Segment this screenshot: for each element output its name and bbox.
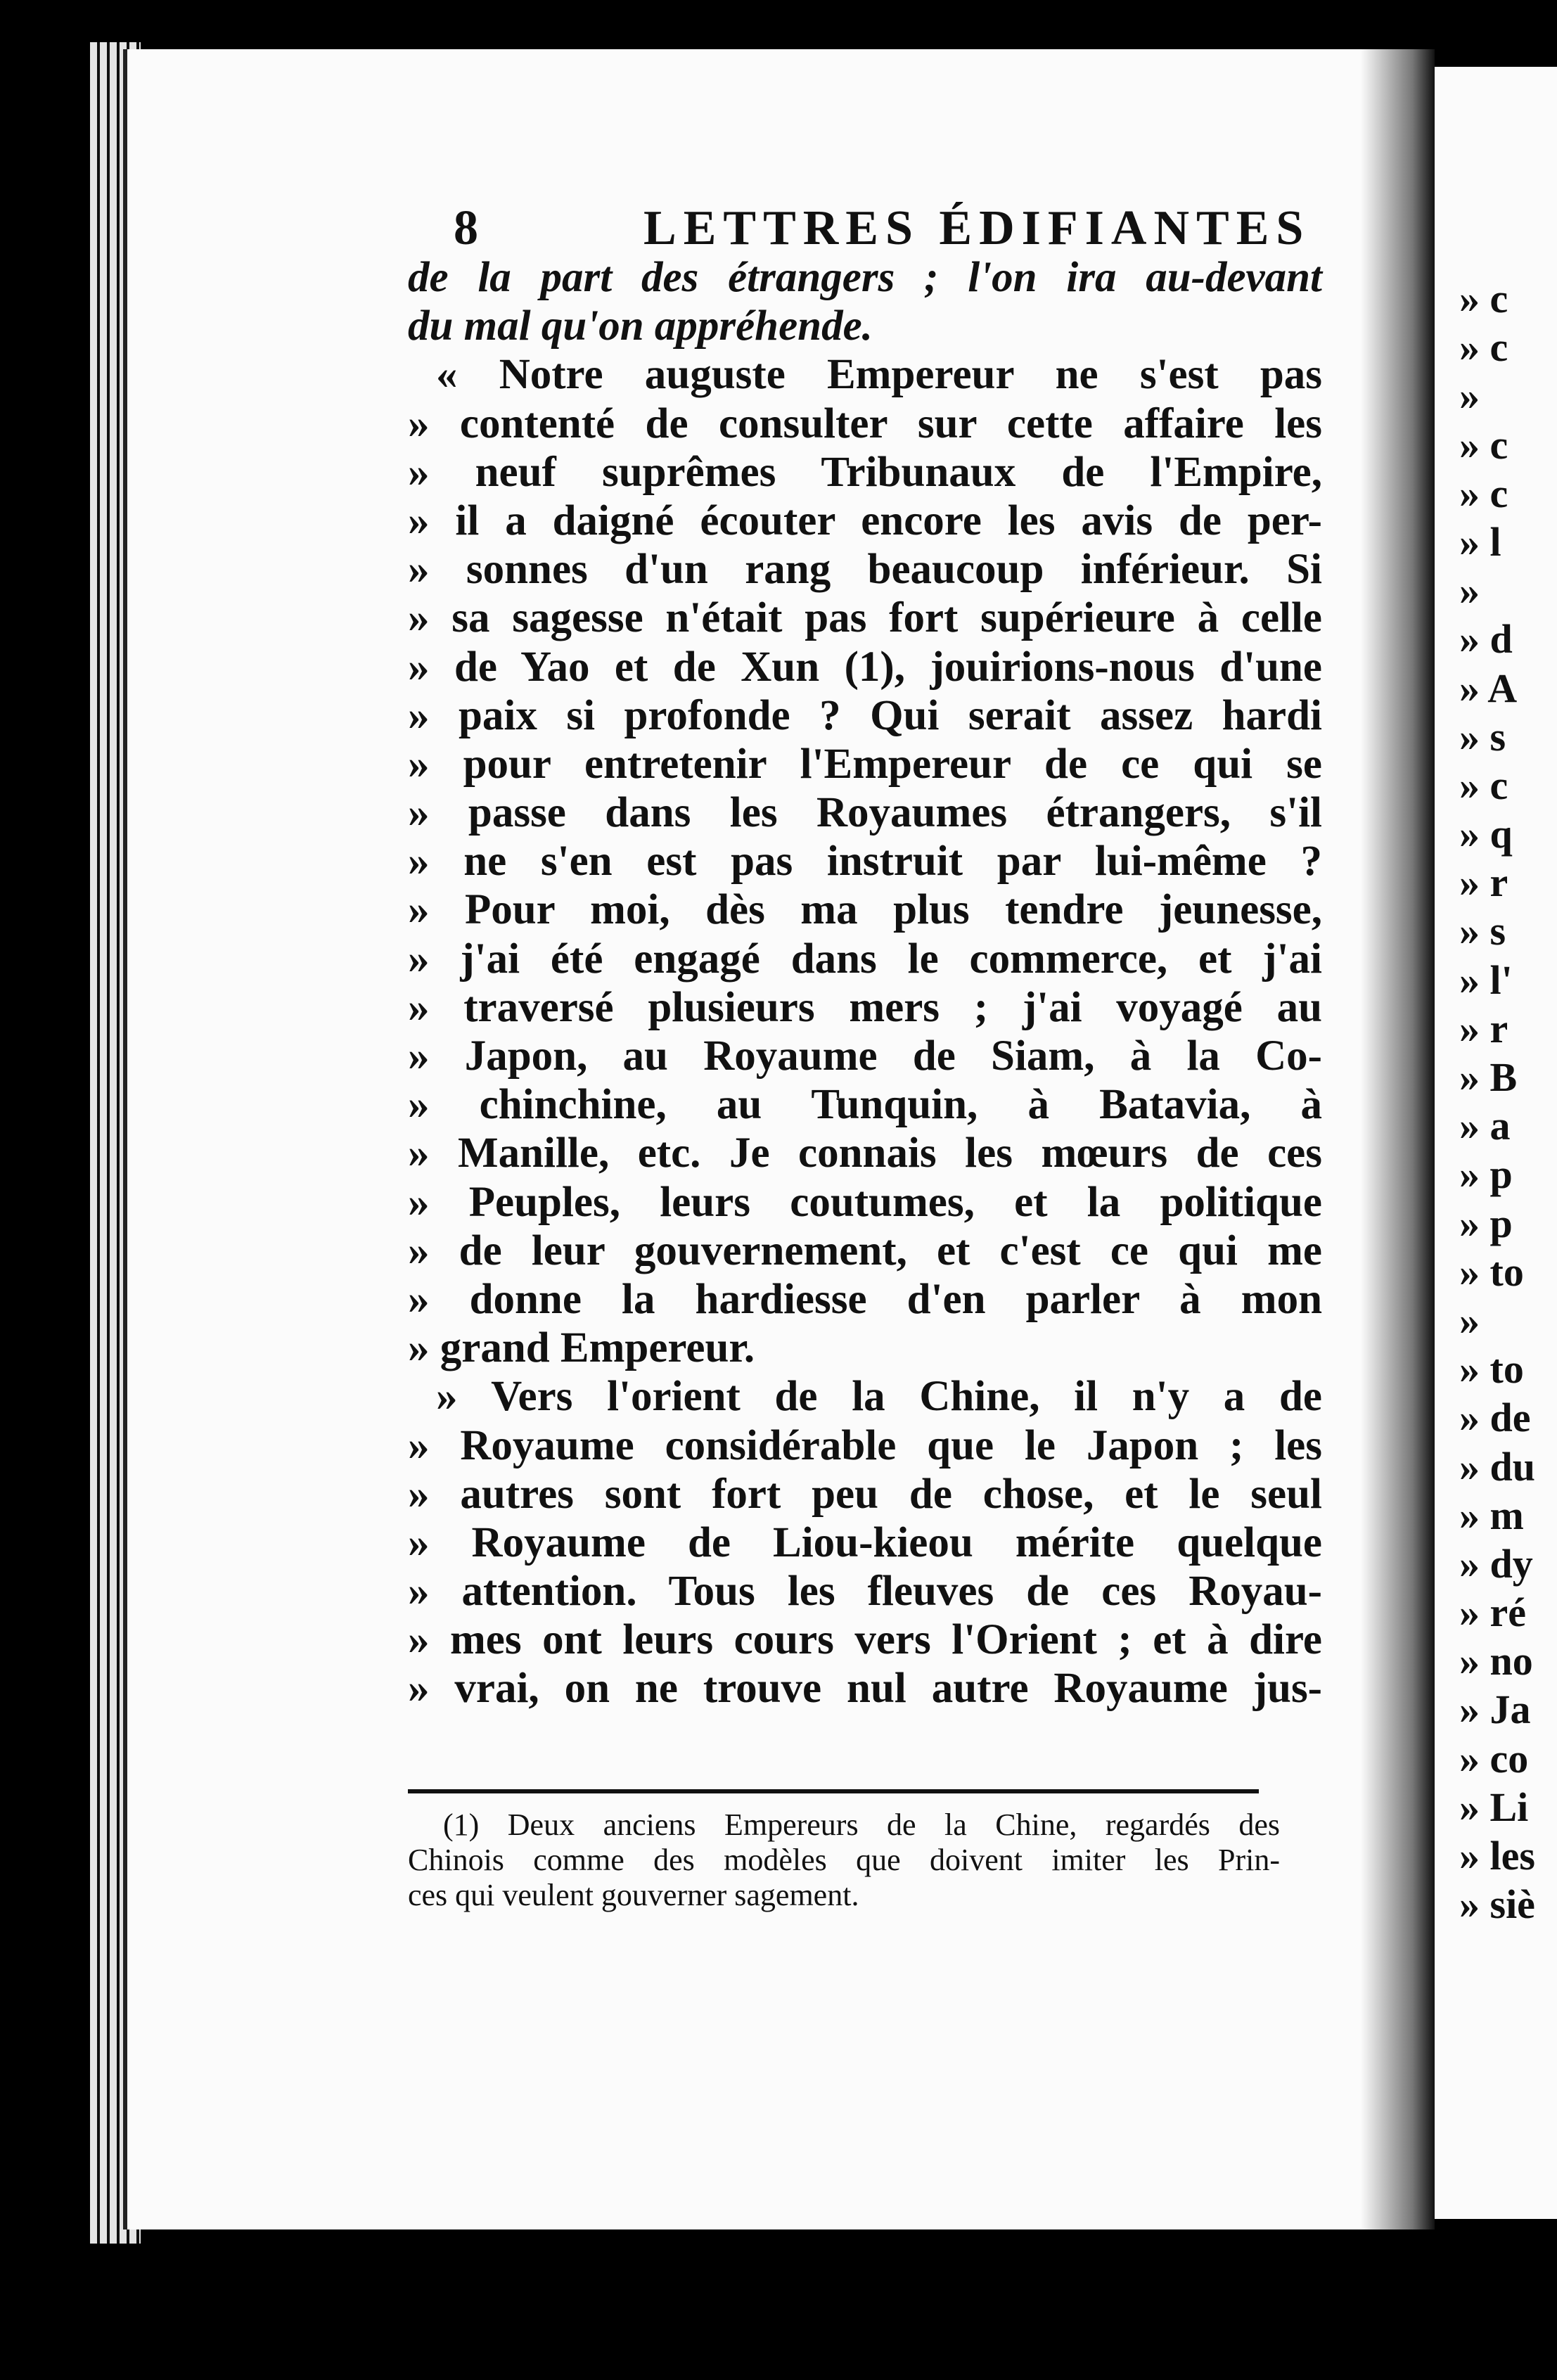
text-line: » Vers l'orient de la Chine, il n'y a de: [436, 1373, 1322, 1421]
facing-line: » les: [1459, 1833, 1535, 1879]
text-line: de la part des étrangers ; l'on ira au-devant: [408, 254, 1322, 301]
text-line: » sonnes d'un rang beaucoup inférieur. Si: [408, 546, 1322, 594]
text-line: » passe dans les Royaumes étrangers, s'il: [408, 789, 1322, 837]
facing-line: » a: [1459, 1103, 1511, 1149]
running-title: LETTRES ÉDIFIANTES: [643, 201, 1311, 255]
facing-line: » Ja: [1459, 1687, 1531, 1733]
text-line: » attention. Tous les fleuves de ces Royau-: [408, 1568, 1322, 1616]
text-line: » de Yao et de Xun (1), jouirions-nous d'une: [408, 643, 1322, 691]
facing-line: » l: [1459, 518, 1501, 565]
facing-line: » r: [1459, 1005, 1508, 1051]
facing-line: » s: [1459, 908, 1506, 954]
facing-line: » de: [1459, 1395, 1531, 1441]
facing-line: »: [1459, 1297, 1480, 1343]
body-text: [408, 253, 1322, 1713]
facing-line: » c: [1459, 324, 1508, 371]
facing-line: » siè: [1459, 1881, 1535, 1928]
facing-line: » B: [1459, 1054, 1518, 1100]
facing-line: » dy: [1459, 1540, 1533, 1587]
text-line: » il a daigné écouter encore les avis de per-: [408, 497, 1322, 544]
facing-line: » to: [1459, 1248, 1524, 1295]
facing-line: » c: [1459, 276, 1508, 321]
facing-line: » p: [1459, 1200, 1513, 1246]
facing-line: » ré: [1459, 1589, 1526, 1636]
text-line: » sa sagesse n'était pas fort supérieure à celle: [408, 594, 1322, 642]
footnote-line: ces qui veulent gouverner sagement.: [408, 1878, 859, 1912]
text-line: » Japon, au Royaume de Siam, à la Co-: [408, 1032, 1322, 1080]
facing-line: »: [1459, 568, 1480, 614]
text-line: » Royaume considérable que le Japon ; les: [408, 1421, 1322, 1469]
text-line: » Royaume de Liou-kieou mérite quelque: [408, 1518, 1322, 1566]
facing-line: » c: [1459, 421, 1508, 468]
facing-line: » l': [1459, 957, 1513, 1003]
footnote-line: (1) Deux anciens Empereurs de la Chine, regardés des: [443, 1808, 1280, 1842]
text-line: » Pour moi, dès ma plus tendre jeunesse,: [408, 886, 1322, 934]
footnote-rule: [408, 1789, 1259, 1793]
text-line: » vrai, on ne trouve nul autre Royaume jus-: [408, 1665, 1322, 1713]
text-line: » Manille, etc. Je connais les mœurs de ces: [408, 1130, 1322, 1177]
facing-line: »: [1459, 373, 1480, 419]
text-line: » donne la hardiesse d'en parler à mon: [408, 1275, 1322, 1323]
facing-line: » A: [1459, 665, 1518, 711]
facing-line: » p: [1459, 1151, 1513, 1198]
facing-line: » co: [1459, 1735, 1529, 1781]
footnotes: [408, 1808, 1280, 1913]
facing-line: » Li: [1459, 1784, 1529, 1830]
text-line: » paix si profonde ? Qui serait assez hardi: [408, 691, 1322, 739]
gutter-shadow: [1361, 49, 1435, 2229]
facing-line: » q: [1459, 811, 1513, 857]
facing-page-text: [1459, 274, 1557, 1928]
text-line: » pour entretenir l'Empereur de ce qui se: [408, 740, 1322, 788]
text-line: » chinchine, au Tunquin, à Batavia, à: [408, 1081, 1322, 1129]
page-number: 8: [454, 201, 482, 255]
facing-line: » du: [1459, 1443, 1536, 1490]
text-line: » neuf suprêmes Tribunaux de l'Empire,: [408, 448, 1322, 496]
text-line: « Notre auguste Empereur ne s'est pas: [436, 351, 1322, 399]
facing-line: » to: [1459, 1346, 1524, 1393]
facing-line: » no: [1459, 1638, 1533, 1684]
text-line: » mes ont leurs cours vers l'Orient ; et à dire: [408, 1616, 1322, 1664]
facing-line: » c: [1459, 762, 1508, 808]
text-line: » j'ai été engagé dans le commerce, et j'ai: [408, 935, 1322, 983]
text-line: » contenté de consulter sur cette affaire les: [408, 399, 1322, 447]
text-line: » traversé plusieurs mers ; j'ai voyagé au: [408, 983, 1322, 1031]
text-line: » grand Empereur.: [408, 1324, 755, 1372]
text-line: » ne s'en est pas instruit par lui-même ?: [408, 838, 1322, 885]
facing-line: » s: [1459, 713, 1506, 760]
text-line: du mal qu'on appréhende.: [408, 302, 873, 350]
facing-line: » c: [1459, 470, 1508, 516]
facing-line: » r: [1459, 859, 1508, 906]
footnote-line: Chinois comme des modèles que doivent imiter les Prin-: [408, 1843, 1280, 1877]
facing-line: » m: [1459, 1492, 1524, 1538]
text-line: » Peuples, leurs coutumes, et la politique: [408, 1178, 1322, 1226]
text-line: » autres sont fort peu de chose, et le seul: [408, 1470, 1322, 1518]
facing-line: » d: [1459, 616, 1513, 663]
text-line: » de leur gouvernement, et c'est ce qui me: [408, 1227, 1322, 1274]
